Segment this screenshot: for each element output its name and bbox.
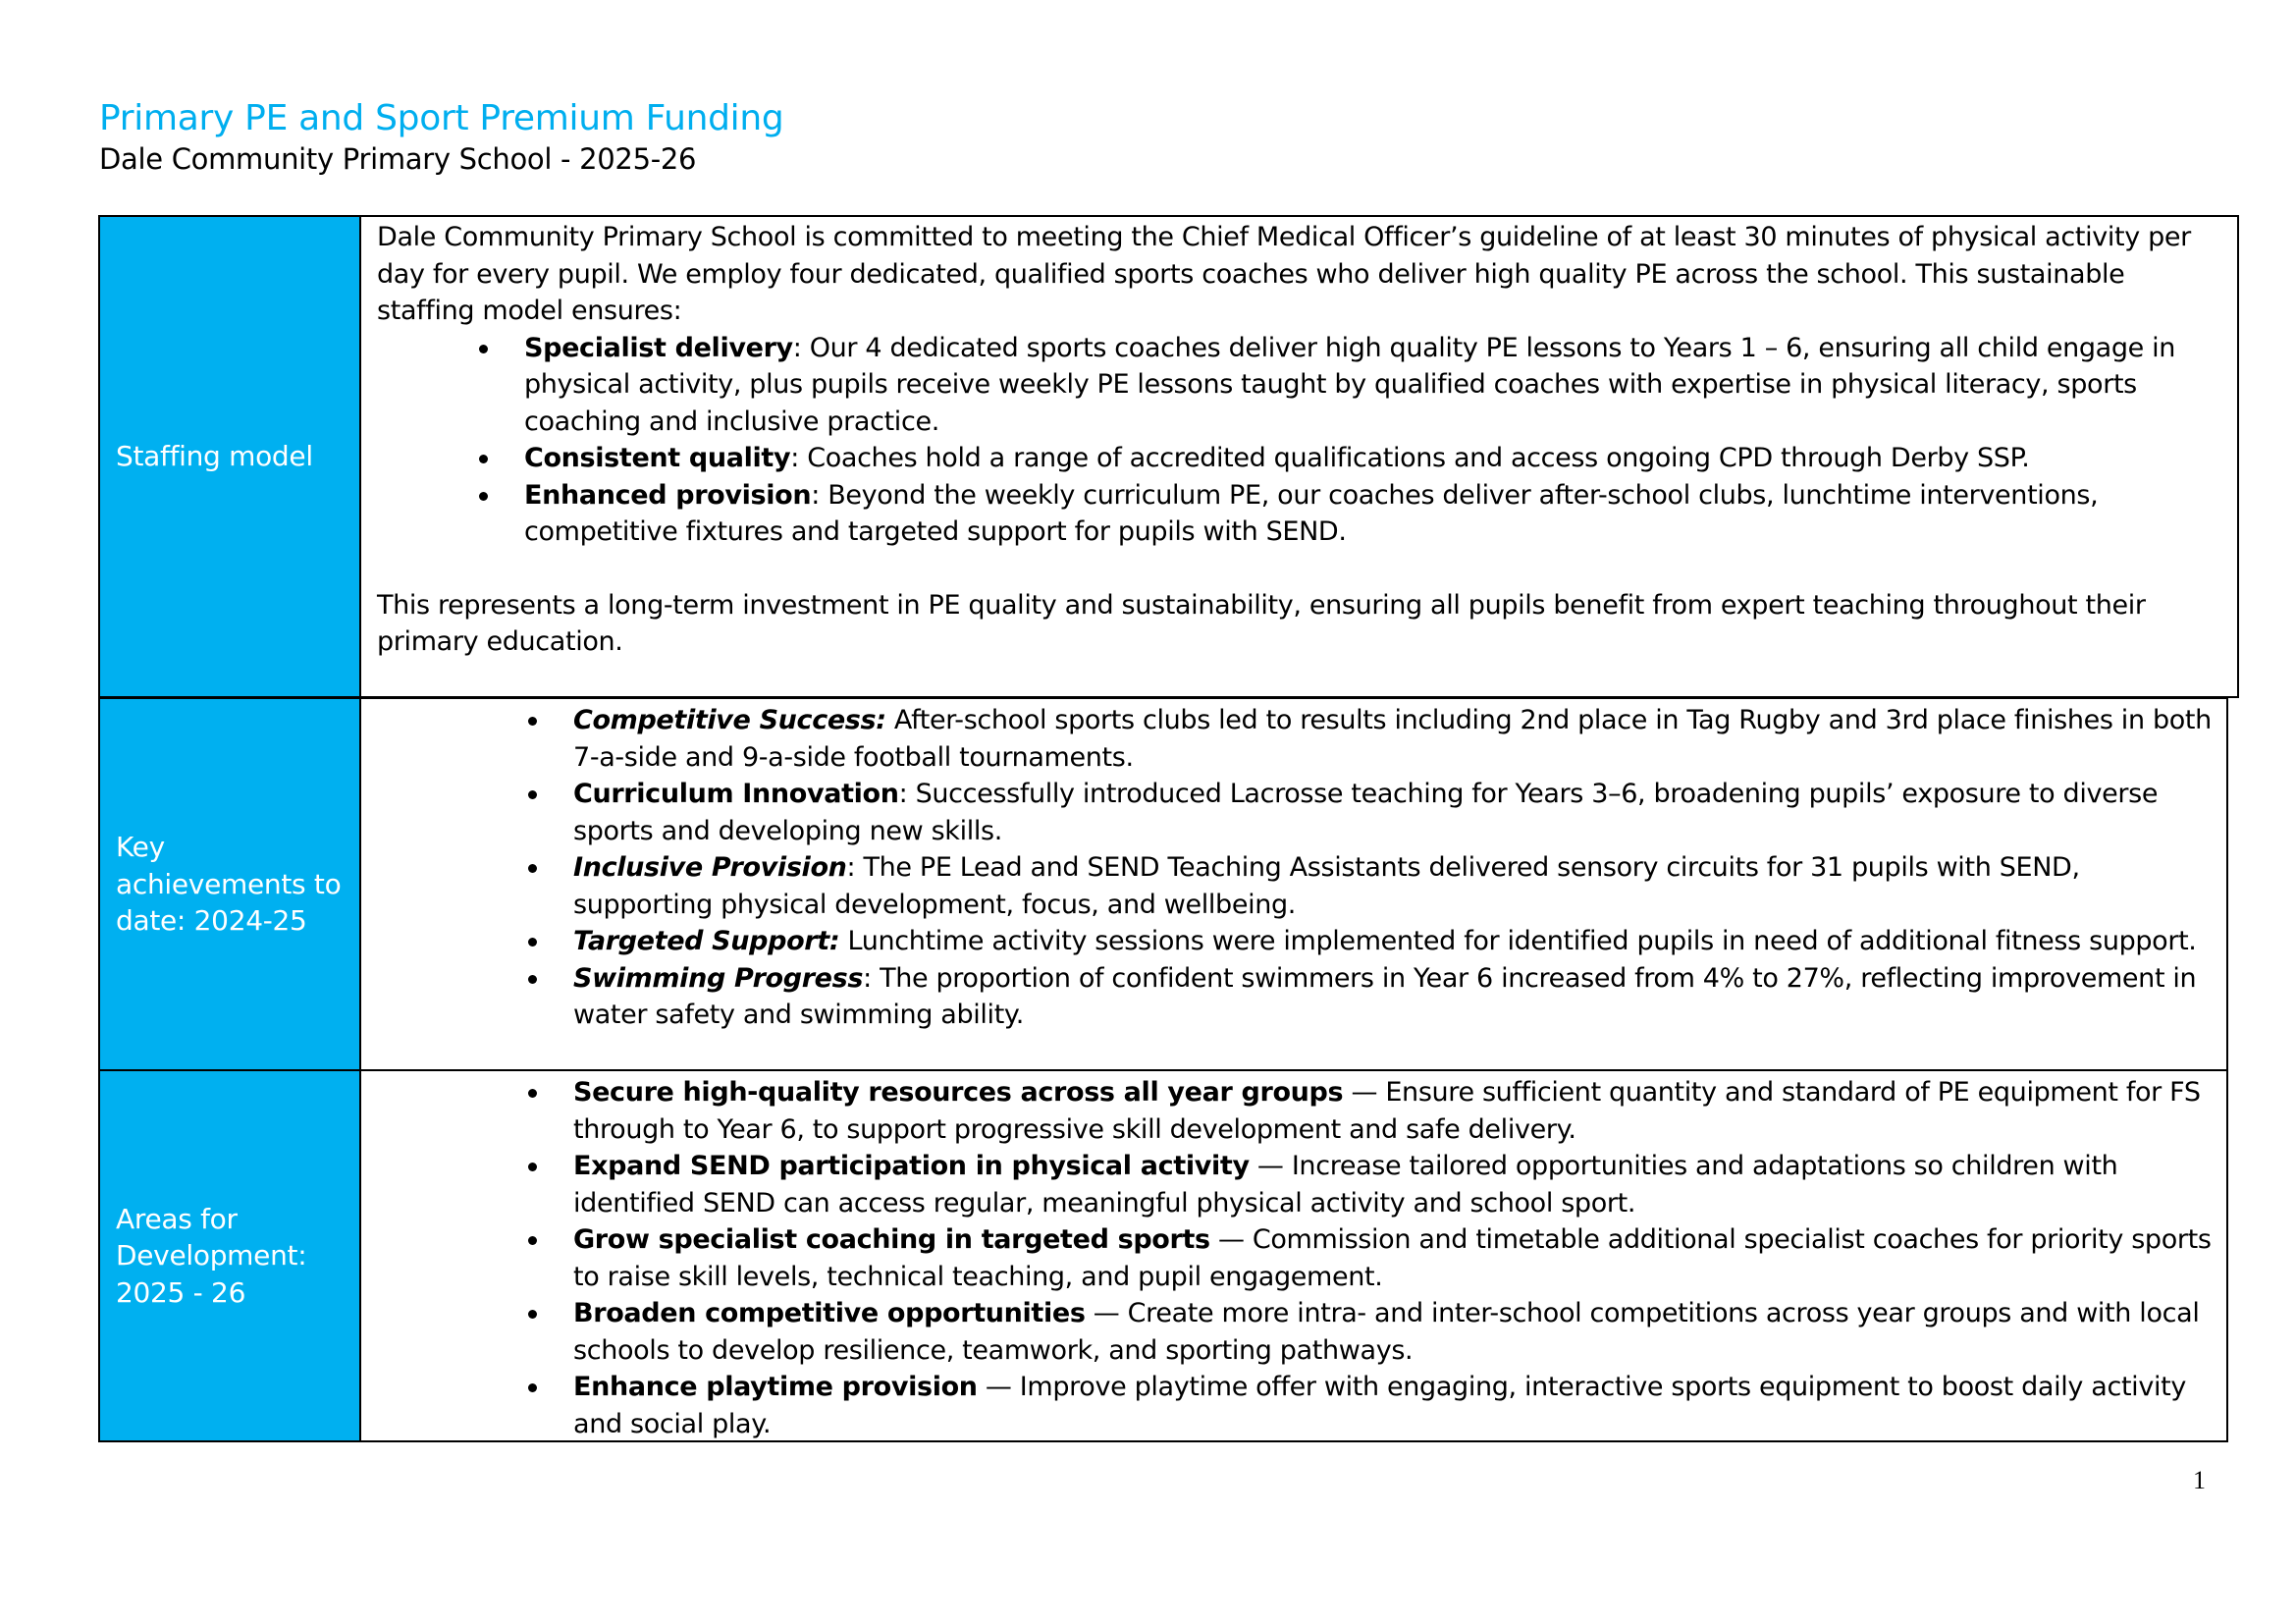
staffing-closing: This represents a long-term investment in PE quality and sustainability, ensuring all pupils benefit from expert teaching throughout their primary education. (377, 589, 2146, 657)
item-lead: Curriculum Innovation (573, 779, 899, 809)
list-item (573, 923, 2215, 960)
item-lead: Swimming Progress (573, 962, 864, 994)
bullet-icon (479, 345, 488, 353)
item-text: — Increase tailored opportunities and adaptations so children with identified SEND can access regular, meaningful physical activity and school sport. (573, 1151, 2118, 1218)
list-item (573, 776, 2215, 849)
list-item (573, 1074, 2215, 1148)
item-lead: Enhanced provision (524, 479, 812, 511)
achievements-row (98, 697, 2228, 1071)
item-text: : Our 4 dedicated sports coaches deliver high quality PE lessons to Years 1 – 6, ensuring all child engage in physical activity, plus pupils receive weekly PE lessons taught by qualified coaches with expertise in physical literacy, sports coaching and inclusive practice. (524, 332, 2176, 437)
item-lead: Competitive Success: (573, 705, 886, 735)
item-text: — Create more intra- and inter-school competitions across year groups and with local schools to develop resilience, teamwork, and sporting pathways. (573, 1298, 2200, 1366)
item-text: : The PE Lead and SEND Teaching Assistants delivered sensory circuits for 31 pupils with SEND, supporting physical development, focus, and wellbeing. (573, 852, 2080, 920)
row-label-staffing: Staffing model (100, 217, 361, 696)
item-text: — Commission and timetable additional specialist coaches for priority sports to raise skill levels, technical teaching, and pupil engagement. (573, 1224, 2212, 1292)
bullet-icon (479, 455, 488, 463)
list-item (573, 1221, 2215, 1295)
development-row (98, 1069, 2228, 1442)
item-text: After-school sports clubs led to results including 2nd place in Tag Rugby and 3rd place finishes in both 7-a-side and 9-a-side football tournaments. (573, 705, 2212, 773)
item-text: Lunchtime activity sessions were implemented for identified pupils in need of additional fitness support. (839, 926, 2197, 956)
list-item (524, 477, 2225, 551)
staffing-model-row (98, 215, 2239, 698)
list-item (524, 330, 2225, 441)
achievements-list (361, 702, 2215, 1034)
bullet-icon (528, 975, 537, 984)
item-text: : Successfully introduced Lacrosse teaching for Years 3–6, broadening pupils’ exposure to diverse sports and developing new skills. (573, 779, 2159, 846)
bullet-icon (528, 1163, 537, 1171)
item-lead: Consistent quality (524, 443, 791, 473)
item-lead: Grow specialist coaching in targeted sports (573, 1224, 1210, 1255)
item-lead: Secure high-quality resources across all year groups (573, 1077, 1344, 1108)
bullet-icon (528, 1089, 537, 1098)
item-text: : The proportion of confident swimmers in Year 6 increased from 4% to 27%, reflecting improvement in water safety and swimming ability. (573, 962, 2197, 1030)
list-item (573, 702, 2215, 776)
page-number: 1 (2193, 1466, 2206, 1494)
list-item (573, 1148, 2215, 1221)
list-item (573, 849, 2215, 923)
achievements-content (361, 702, 2226, 1034)
document-subtitle: Dale Community Primary School - 2025-26 (99, 142, 697, 176)
staffing-intro: Dale Community Primary School is committed to meeting the Chief Medical Officer’s guideline of at least 30 minutes of physical activity per day for every pupil. We employ four dedicated, qualified sports coaches who deliver high quality PE across the school. This sustainable staffing model ensures: (377, 222, 2191, 326)
row-label-achievements: Key achievements to date: 2024-25 (100, 699, 361, 1069)
item-lead: Broaden competitive opportunities (573, 1298, 1086, 1328)
bullet-icon (528, 790, 537, 799)
row-label-development: Areas for Development: 2025 - 26 (100, 1071, 361, 1440)
list-item (573, 1295, 2215, 1369)
bullet-icon (528, 938, 537, 947)
item-lead: Specialist delivery (524, 332, 793, 363)
list-item (573, 1369, 2215, 1442)
item-text: : Beyond the weekly curriculum PE, our coaches deliver after-school clubs, lunchtime interventions, competitive fixtures and targeted support for pupils with SEND. (524, 479, 2099, 547)
document-title: Primary PE and Sport Premium Funding (99, 98, 784, 138)
item-lead: Inclusive Provision (573, 852, 847, 883)
item-text: : Coaches hold a range of accredited qualifications and access ongoing CPD through Derby SSP. (790, 443, 2030, 473)
item-lead: Enhance playtime provision (573, 1372, 978, 1402)
item-text: — Improve playtime offer with engaging, interactive sports equipment to boost daily activity and social play. (573, 1372, 2186, 1439)
development-list (361, 1074, 2215, 1442)
bullet-icon (528, 864, 537, 873)
bullet-icon (528, 1236, 537, 1245)
item-text: — Ensure sufficient quantity and standard of PE equipment for FS through to Year 6, to support progressive skill development and safe delivery. (573, 1077, 2201, 1145)
bullet-icon (528, 1383, 537, 1392)
list-item (573, 960, 2215, 1034)
staffing-content (361, 219, 2237, 661)
development-content (361, 1074, 2226, 1442)
item-lead: Expand SEND participation in physical activity (573, 1151, 1250, 1181)
staffing-list (377, 330, 2225, 551)
list-item (524, 440, 2225, 477)
bullet-icon (528, 717, 537, 726)
bullet-icon (479, 492, 488, 501)
bullet-icon (528, 1310, 537, 1319)
item-lead: Targeted Support: (573, 926, 840, 956)
